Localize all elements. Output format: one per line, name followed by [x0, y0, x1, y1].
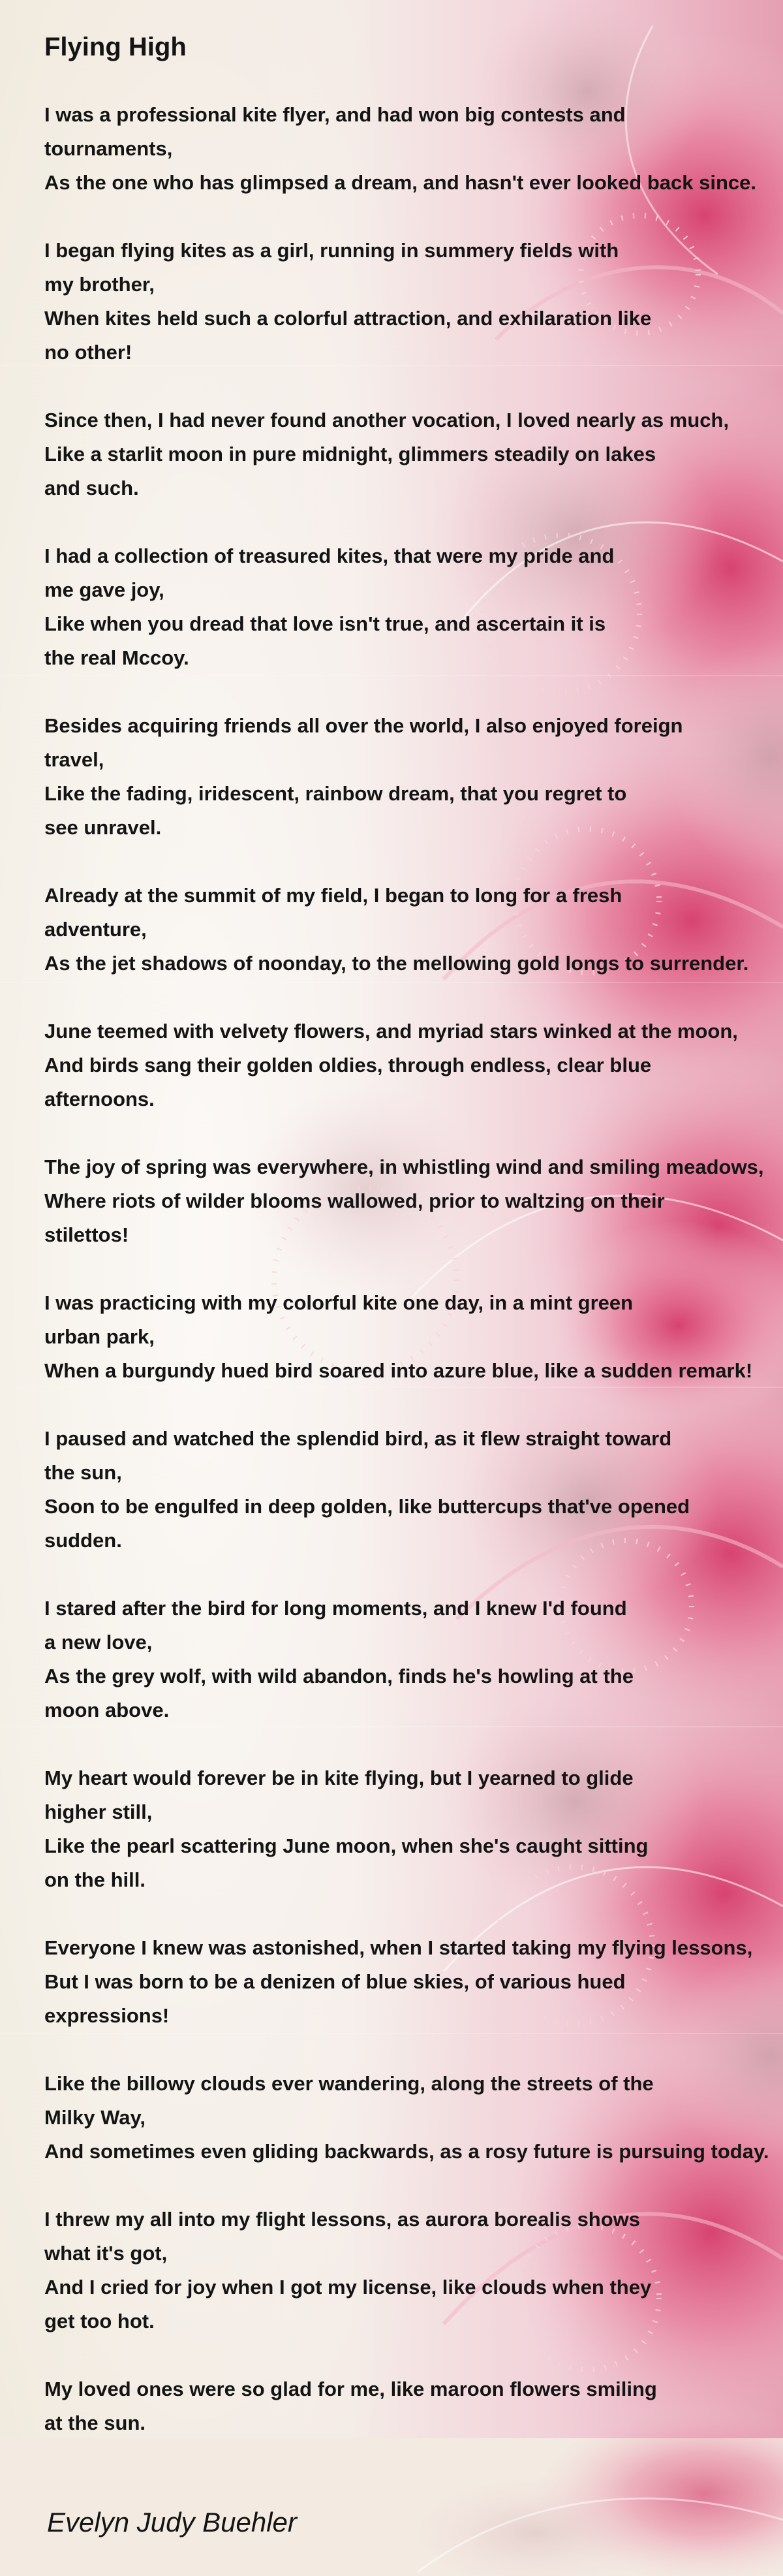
poem-line: at the sun.	[44, 2411, 146, 2434]
poem-line: Soon to be engulfed in deep golden, like buttercups that've opened	[44, 1495, 690, 1518]
poem-line: Everyone I knew was astonished, when I started taking my flying lessons,	[44, 1936, 753, 1959]
poem-line: June teemed with velvety flowers, and myriad stars winked at the moon,	[44, 1020, 738, 1043]
poem-line: the sun,	[44, 1461, 122, 1484]
poem-line: I stared after the bird for long moments, and I knew I'd found	[44, 1597, 627, 1620]
poem-line: The joy of spring was everywhere, in whistling wind and smiling meadows,	[44, 1155, 764, 1178]
poem-line: me gave joy,	[44, 578, 164, 601]
poem-line: And I cried for joy when I got my license, like clouds when they	[44, 2276, 652, 2299]
stanza	[44, 1761, 783, 1897]
stanza	[44, 879, 783, 981]
poem-line: adventure,	[44, 918, 147, 941]
poem-line: get too hot.	[44, 2310, 155, 2333]
poem-line: I was practicing with my colorful kite one day, in a mint green	[44, 1291, 634, 1314]
poem-line: what it's got,	[44, 2242, 168, 2265]
poem-line: sudden.	[44, 1529, 122, 1552]
poem-author: Evelyn Judy Buehler	[47, 2507, 297, 2537]
poem-line: Milky Way,	[44, 2106, 146, 2129]
poem-line: But I was born to be a denizen of blue skies, of various hued	[44, 1970, 626, 1993]
poem-line: stilettos!	[44, 1223, 129, 1246]
poem-line: And sometimes even gliding backwards, as a rosy future is pursuing today.	[44, 2140, 769, 2163]
poem-line: Like when you dread that love isn't true, and ascertain it is	[44, 612, 606, 635]
poem-line: I threw my all into my flight lessons, as aurora borealis shows	[44, 2208, 641, 2231]
poem-line: travel,	[44, 748, 104, 771]
poem-line: Like the pearl scattering June moon, when she's caught sitting	[44, 1834, 649, 1857]
poem-line: When a burgundy hued bird soared into azure blue, like a sudden remark!	[44, 1359, 753, 1382]
poem-line: Like the fading, iridescent, rainbow dream, that you regret to	[44, 782, 627, 805]
stanza	[44, 1931, 783, 2033]
stanza	[44, 709, 783, 845]
poem-line: on the hill.	[44, 1868, 146, 1891]
poem-line: urban park,	[44, 1325, 155, 1348]
poem-line: I had a collection of treasured kites, that were my pride and	[44, 544, 615, 567]
stanza	[44, 2203, 783, 2338]
poem-line: I was a professional kite flyer, and had won big contests and	[44, 103, 626, 126]
stanza	[44, 539, 783, 675]
poem-line: a new love,	[44, 1631, 153, 1654]
stanza	[44, 2067, 783, 2169]
poem-line: and such.	[44, 477, 139, 499]
poem-line: As the grey wolf, with wild abandon, finds he's howling at the	[44, 1665, 634, 1688]
poem-line: Besides acquiring friends all over the world, I also enjoyed foreign	[44, 714, 683, 737]
stanza	[44, 1286, 783, 1388]
poem-line: tournaments,	[44, 137, 173, 160]
poem-line: see unravel.	[44, 816, 162, 839]
poem-line: When kites held such a colorful attraction, and exhilaration like	[44, 307, 652, 330]
poem-line: expressions!	[44, 2004, 170, 2027]
poem-line: As the jet shadows of noonday, to the mellowing gold longs to surrender.	[44, 952, 749, 975]
stanza	[44, 1150, 783, 1252]
poem-line: Already at the summit of my field, I began to long for a fresh	[44, 884, 622, 907]
stanza	[44, 1422, 783, 1558]
poem-line: And birds sang their golden oldies, through endless, clear blue	[44, 1054, 652, 1076]
poem-line: My loved ones were so glad for me, like maroon flowers smiling	[44, 2378, 657, 2400]
poem-line: afternoons.	[44, 1088, 155, 1110]
poem-line: Since then, I had never found another vocation, I loved nearly as much,	[44, 409, 729, 432]
poem-line: My heart would forever be in kite flying, but I yearned to glide	[44, 1767, 634, 1789]
poem-line: my brother,	[44, 273, 155, 296]
poem-line: Like the billowy clouds ever wandering, along the streets of the	[44, 2072, 654, 2095]
poem-line: Where riots of wilder blooms wallowed, prior to waltzing on their	[44, 1189, 665, 1212]
poem-line: As the one who has glimpsed a dream, and hasn't ever looked back since.	[44, 171, 756, 194]
poem-body	[44, 98, 783, 2474]
poem-title: Flying High	[44, 33, 187, 61]
stanza	[44, 2372, 783, 2440]
poem-line: higher still,	[44, 1800, 153, 1823]
poem-line: I paused and watched the splendid bird, as it flew straight toward	[44, 1427, 672, 1450]
stanza	[44, 1014, 783, 1116]
poem-line: moon above.	[44, 1699, 170, 1721]
poem-line: no other!	[44, 341, 132, 364]
poem-line: the real Mccoy.	[44, 646, 189, 669]
stanza	[44, 1592, 783, 1727]
poem-line: Like a starlit moon in pure midnight, glimmers steadily on lakes	[44, 443, 656, 465]
stanza	[44, 98, 783, 200]
stanza	[44, 234, 783, 369]
stanza	[44, 403, 783, 505]
poem-line: I began flying kites as a girl, running in summery fields with	[44, 239, 619, 262]
